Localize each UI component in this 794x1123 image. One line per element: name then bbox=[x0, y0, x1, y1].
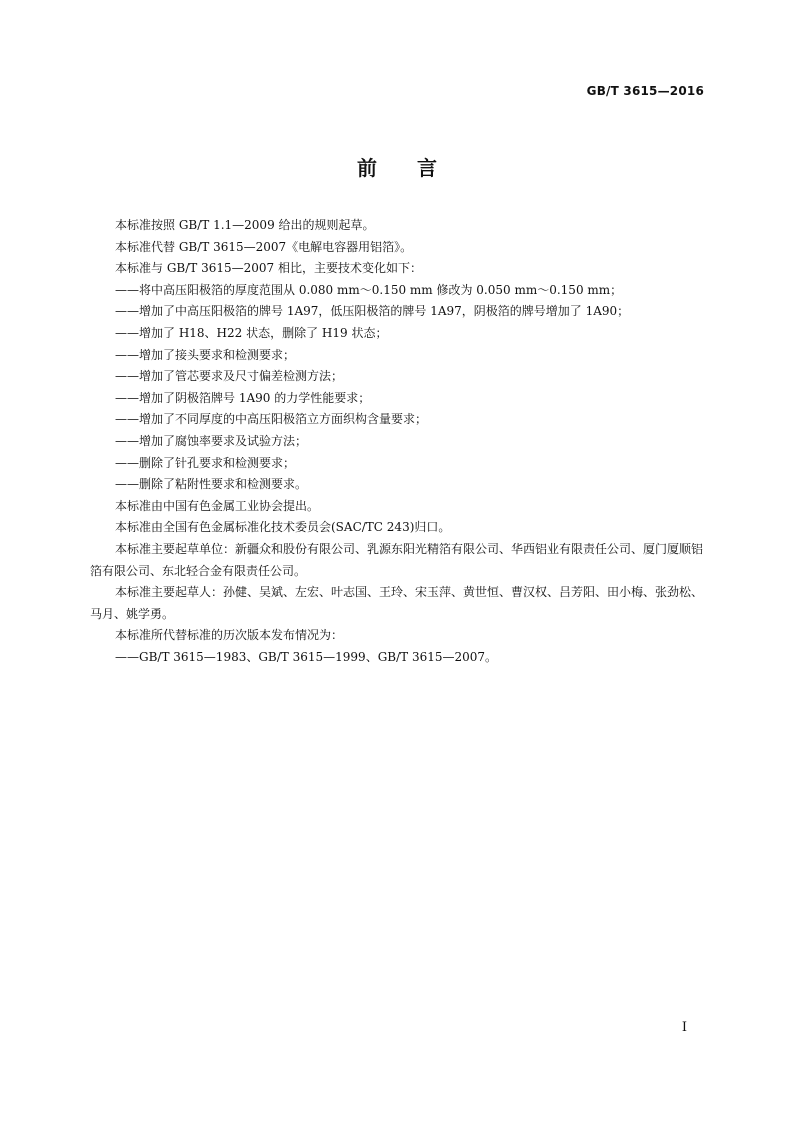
change-item: ——删除了粘附性要求和检测要求。 bbox=[115, 477, 308, 492]
change-item: ——增加了 H18、H22 状态，删除了 H19 状态； bbox=[115, 325, 388, 340]
standard-code: GB/T 3615—2016 bbox=[586, 84, 704, 98]
paragraph-drafting-rules: 本标准按照 GB/T 1.1—2009 给出的规则起草。 bbox=[115, 218, 375, 232]
page-title: 前言 bbox=[357, 156, 477, 180]
paragraph-drafters: 本标准主要起草人：孙健、吴斌、左宏、叶志国、王玲、宋玉萍、黄世恒、曹汉权、吕芳阳、田小梅、张劲松、马月、姚学勇。 bbox=[90, 585, 704, 621]
change-item: ——增加了管芯要求及尺寸偏差检测方法； bbox=[115, 369, 344, 384]
change-item: ——增加了腐蚀率要求及试验方法； bbox=[115, 433, 308, 448]
change-item: ——增加了接头要求和检测要求； bbox=[115, 347, 296, 362]
history-item: ——GB/T 3615—1983、GB/T 3615—1999、GB/T 3615—2007。 bbox=[115, 649, 498, 664]
paragraph-changes-intro: 本标准与 GB/T 3615—2007 相比，主要技术变化如下： bbox=[115, 261, 422, 276]
change-item: ——增加了阴极箔牌号 1A90 的力学性能要求； bbox=[115, 390, 371, 405]
paragraph-drafting-units: 本标准主要起草单位：新疆众和股份有限公司、乳源东阳光精箔有限公司、华西铝业有限责任公司、厦门厦顺铝箔有限公司、东北轻合金有限责任公司。 bbox=[90, 541, 704, 578]
change-item: ——增加了不同厚度的中高压阳极箔立方面织构含量要求； bbox=[115, 412, 428, 427]
change-item: ——将中高压阳极箔的厚度范围从 0.080 mm～0.150 mm 修改为 0.050 mm～0.150 mm； bbox=[115, 282, 623, 297]
paragraph-administered-by: 本标准由全国有色金属标准化技术委员会(SAC/TC 243)归口。 bbox=[115, 520, 451, 535]
page-number: I bbox=[681, 1020, 687, 1035]
change-item: ——删除了针孔要求和检测要求； bbox=[115, 455, 296, 470]
change-item: ——增加了中高压阳极箔的牌号 1A97，低压阳极箔的牌号 1A97，阴极箔的牌号增加了 1A90； bbox=[115, 304, 630, 319]
paragraph-history-intro: 本标准所代替标准的历次版本发布情况为： bbox=[115, 628, 344, 643]
paragraph-replaces: 本标准代替 GB/T 3615—2007《电解电容器用铝箔》。 bbox=[115, 239, 413, 254]
foreword-body bbox=[90, 215, 706, 668]
paragraph-proposed-by: 本标准由中国有色金属工业协会提出。 bbox=[115, 498, 320, 513]
